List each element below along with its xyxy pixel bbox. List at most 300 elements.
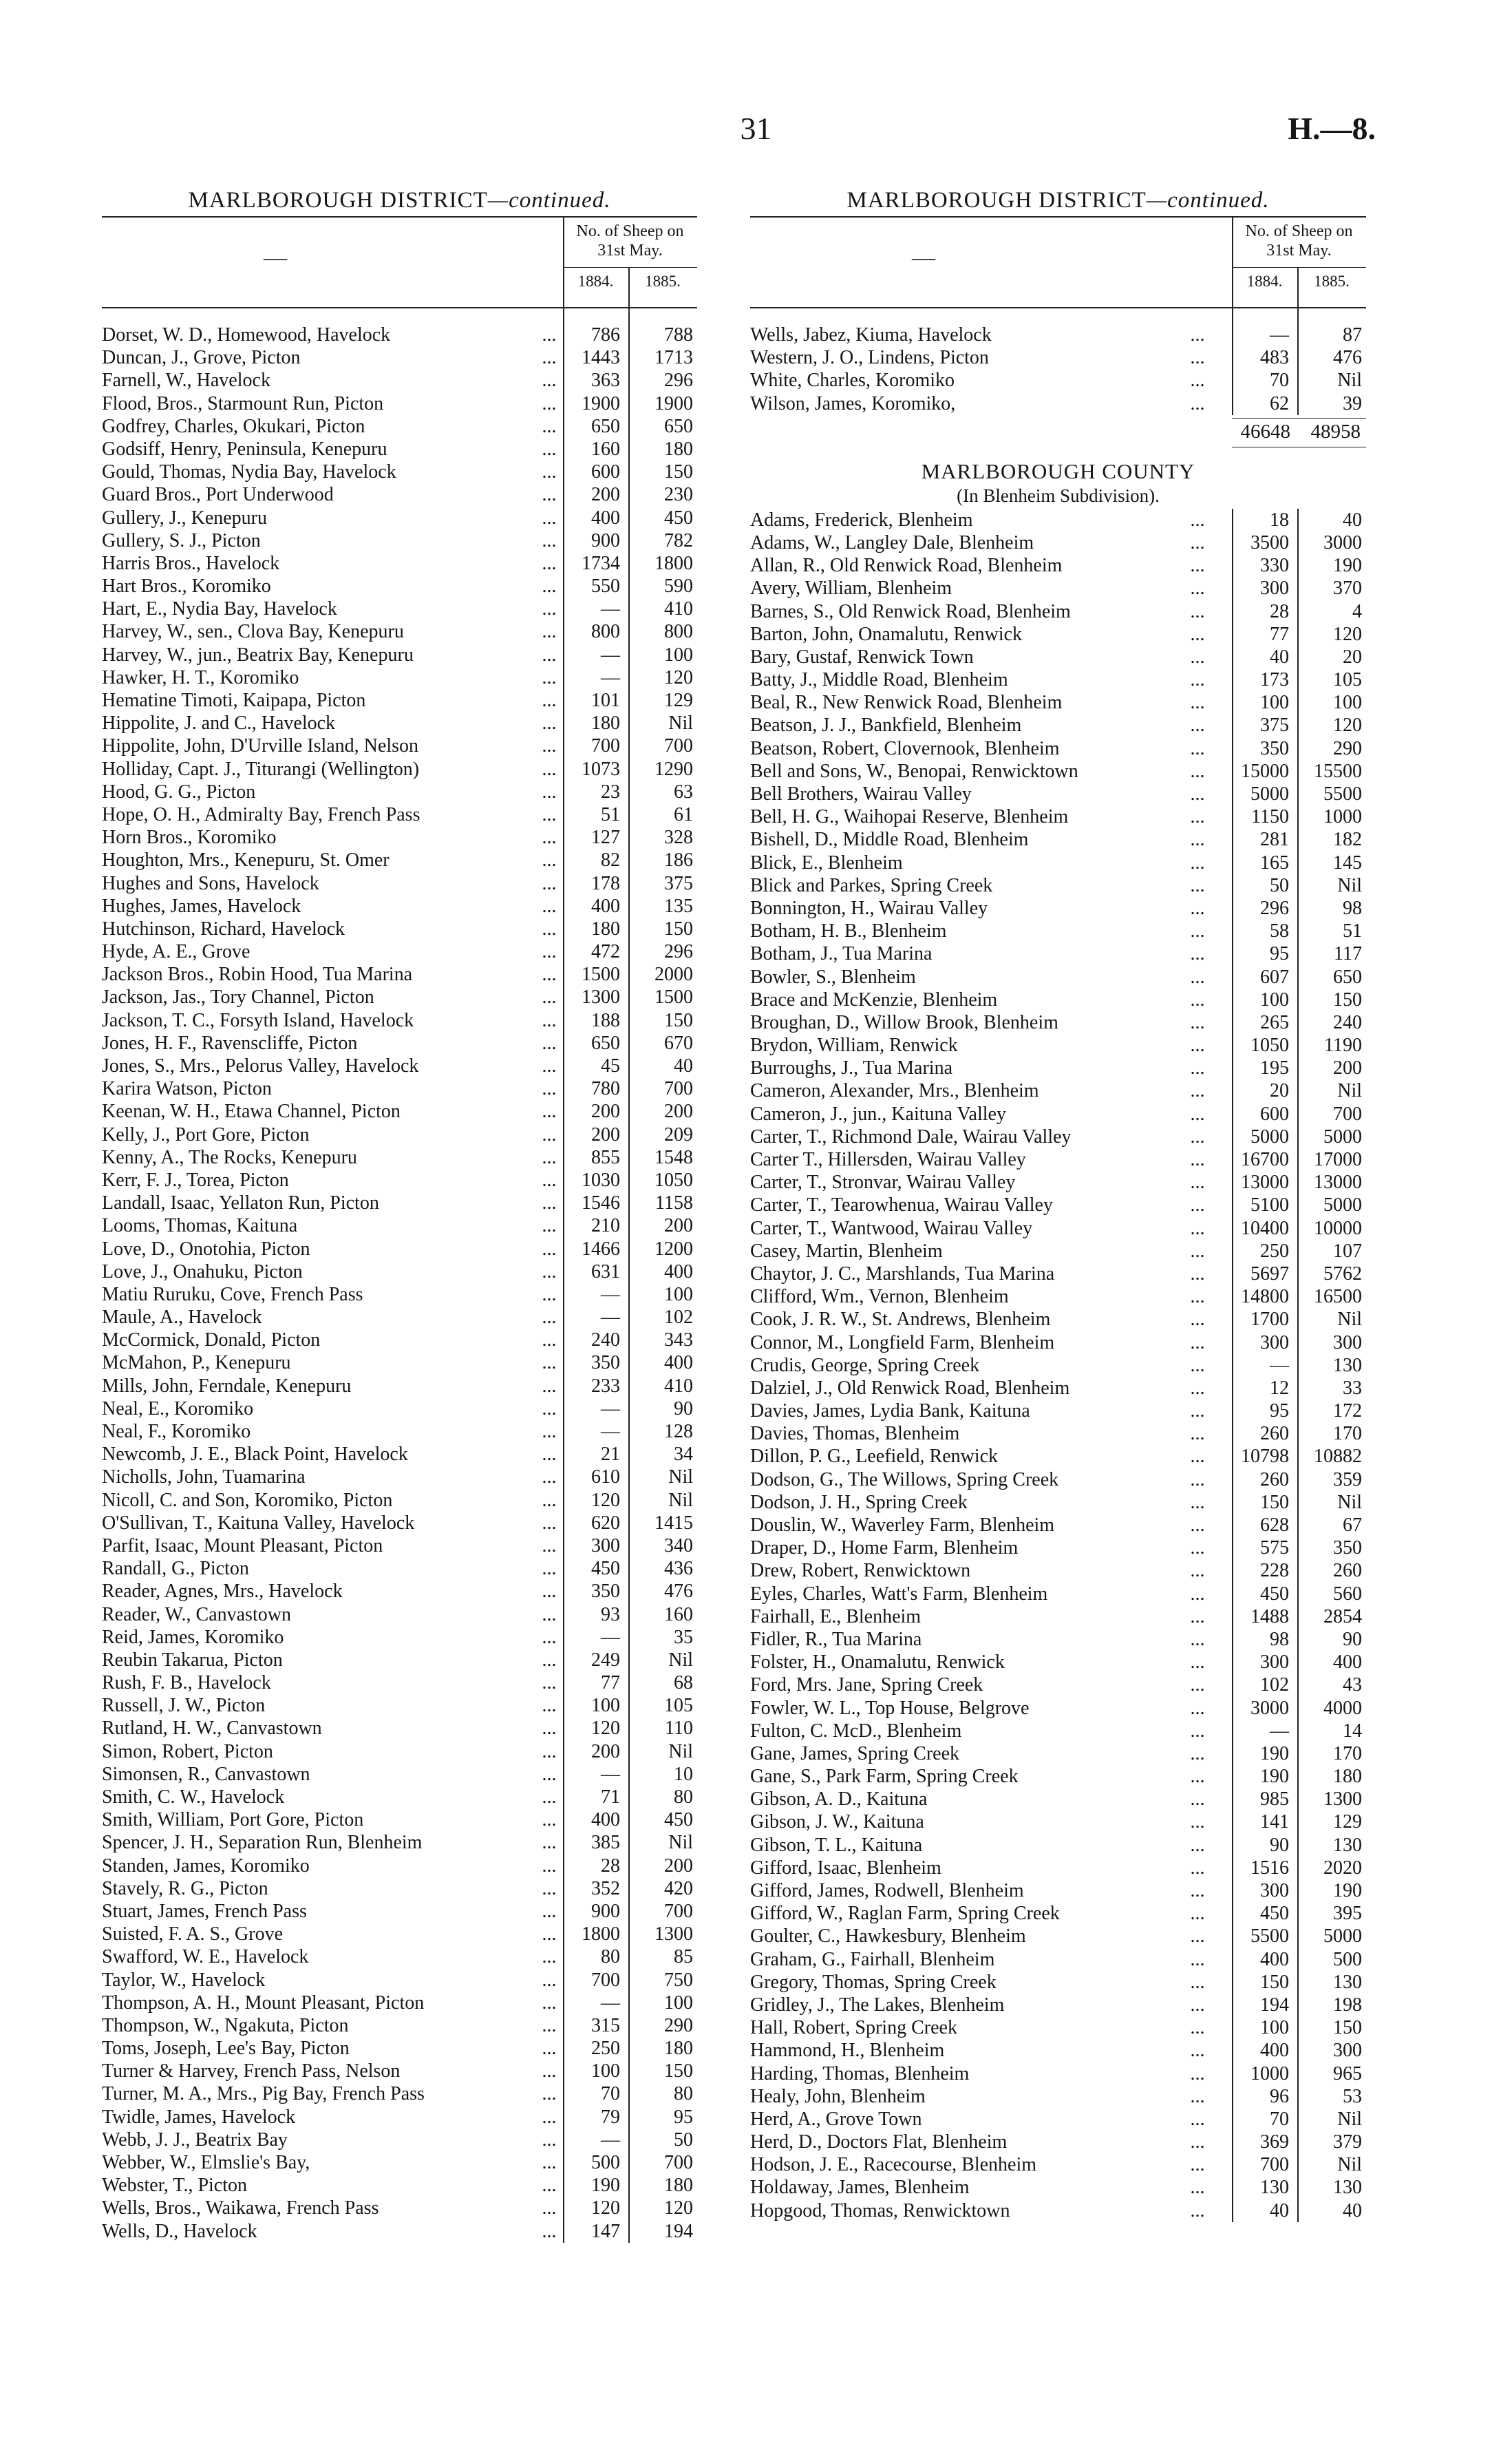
owner-name: Gifford, James, Rodwell, Blenheim bbox=[750, 1880, 1024, 1901]
leader-dots: ... bbox=[1190, 920, 1205, 942]
right-row bbox=[750, 1194, 1366, 1216]
right-row bbox=[750, 1263, 1366, 1285]
sheep-1884: 1000 bbox=[1250, 2062, 1289, 2084]
page-number: 31 bbox=[740, 111, 772, 146]
owner-name: Gullery, J., Kenepuru bbox=[102, 507, 268, 529]
leader-dots: ... bbox=[542, 576, 557, 598]
sheep-1885: 700 bbox=[664, 1078, 693, 1100]
leader-dots: ... bbox=[1190, 1925, 1205, 1947]
right-row bbox=[750, 1651, 1366, 1673]
owner-name: Blick, E., Blenheim bbox=[750, 852, 903, 874]
leader-dots: ... bbox=[1190, 943, 1205, 965]
sheep-1885: 410 bbox=[664, 1375, 693, 1397]
leader-dots: ... bbox=[1190, 347, 1205, 369]
owner-name: Mills, John, Ferndale, Kenepuru bbox=[102, 1375, 352, 1397]
sheep-1885: 186 bbox=[664, 849, 693, 872]
leader-dots: ... bbox=[1190, 578, 1205, 600]
left-row bbox=[102, 872, 697, 895]
owner-name: Beatson, Robert, Clovernook, Blenheim bbox=[750, 737, 1060, 759]
leader-dots: ... bbox=[542, 1534, 557, 1556]
right-table-header bbox=[750, 216, 1366, 308]
sheep-1885: Nil bbox=[668, 1832, 693, 1854]
left-row bbox=[102, 1649, 697, 1671]
sheep-1884: 300 bbox=[591, 1534, 620, 1556]
sheep-1885: 13000 bbox=[1314, 1172, 1362, 1194]
left-row bbox=[102, 1580, 697, 1603]
left-row bbox=[102, 1283, 697, 1306]
sheep-1885: 120 bbox=[664, 666, 693, 688]
leader-dots: ... bbox=[1190, 1331, 1205, 1353]
leader-dots: ... bbox=[1190, 1560, 1205, 1582]
sheep-1885: 420 bbox=[664, 1877, 693, 1899]
sheep-1885: 120 bbox=[664, 2197, 693, 2219]
right-row bbox=[750, 1285, 1366, 1308]
sheep-1885: 1200 bbox=[654, 1238, 693, 1260]
leader-dots: ... bbox=[1190, 669, 1205, 691]
leader-dots: ... bbox=[542, 1581, 557, 1603]
right-top-row bbox=[750, 392, 1366, 415]
sheep-1884: 900 bbox=[591, 529, 620, 551]
sheep-1885: 1800 bbox=[654, 552, 693, 574]
sheep-1885: 63 bbox=[674, 781, 693, 803]
sheep-1884: 188 bbox=[591, 1009, 620, 1031]
owner-name: Draper, D., Home Farm, Blenheim bbox=[750, 1537, 1019, 1559]
sheep-1884: 1050 bbox=[1250, 1035, 1289, 1057]
sheep-1884: — bbox=[601, 1763, 620, 1785]
sheep-1884: 240 bbox=[591, 1329, 620, 1351]
sheep-1884: 50 bbox=[1270, 874, 1289, 896]
left-row bbox=[102, 1214, 697, 1237]
sheep-1884: 1443 bbox=[582, 347, 620, 369]
owner-name: Hodson, J. E., Racecourse, Blenheim bbox=[750, 2154, 1037, 2176]
sheep-1884: 100 bbox=[591, 2060, 620, 2082]
owner-name: Holliday, Capt. J., Titurangi (Wellington) bbox=[102, 758, 420, 780]
sheep-1884: 45 bbox=[601, 1055, 620, 1077]
owner-name: Twidle, James, Havelock bbox=[102, 2106, 296, 2128]
owner-name: Swafford, W. E., Havelock bbox=[102, 1946, 309, 1968]
owner-name: Rutland, H. W., Canvastown bbox=[102, 1718, 322, 1740]
sheep-1885: 410 bbox=[664, 598, 693, 620]
sheep-1885: 80 bbox=[674, 1786, 693, 1808]
leader-dots: ... bbox=[1190, 1172, 1205, 1194]
sheep-1885: 590 bbox=[664, 576, 693, 598]
owner-name: Jones, H. F., Ravenscliffe, Picton bbox=[102, 1032, 358, 1054]
sheep-1884: 100 bbox=[1260, 692, 1289, 714]
owner-name: Webster, T., Picton bbox=[102, 2175, 247, 2197]
sheep-1885: 33 bbox=[1343, 1377, 1362, 1399]
right-row bbox=[750, 1720, 1366, 1742]
left-row bbox=[102, 2174, 697, 2197]
owner-name: Farnell, W., Havelock bbox=[102, 370, 270, 392]
leader-dots: ... bbox=[1190, 555, 1205, 577]
owner-name: Barton, John, Onamalutu, Renwick bbox=[750, 623, 1023, 645]
owner-name: Hart Bros., Koromiko bbox=[102, 576, 271, 598]
sheep-1885: 230 bbox=[664, 484, 693, 506]
leader-dots: ... bbox=[542, 781, 557, 803]
owner-name: Wells, Jabez, Kiuma, Havelock bbox=[750, 324, 992, 346]
owner-name: Jackson Bros., Robin Hood, Tua Marina bbox=[102, 964, 413, 986]
left-row bbox=[102, 2129, 697, 2151]
left-row bbox=[102, 1923, 697, 1945]
sheep-1885: 2000 bbox=[654, 964, 693, 986]
right-table-body bbox=[750, 509, 1366, 2222]
sheep-1884: 315 bbox=[591, 2014, 620, 2036]
right-row bbox=[750, 531, 1366, 554]
sheep-1885: 170 bbox=[1333, 1423, 1362, 1445]
owner-name: Horn Bros., Koromiko bbox=[102, 827, 277, 849]
leader-dots: ... bbox=[1190, 1720, 1205, 1742]
leader-dots: ... bbox=[542, 1923, 557, 1945]
leader-dots: ... bbox=[542, 1192, 557, 1214]
owner-name: Wilson, James, Koromiko, bbox=[750, 392, 956, 414]
owner-name: Maule, A., Havelock bbox=[102, 1307, 262, 1329]
sheep-1885: 150 bbox=[664, 461, 693, 483]
leader-dots: ... bbox=[1190, 1811, 1205, 1833]
sheep-1884: 550 bbox=[591, 576, 620, 598]
right-total-row bbox=[750, 415, 1366, 450]
sheep-1885: 150 bbox=[664, 2060, 693, 2082]
sheep-1884: 700 bbox=[591, 1969, 620, 1991]
leader-dots: ... bbox=[1190, 1766, 1205, 1788]
sheep-1884: 600 bbox=[1260, 1103, 1289, 1125]
left-row bbox=[102, 1100, 697, 1123]
left-row bbox=[102, 2014, 697, 2037]
left-row bbox=[102, 712, 697, 735]
sheep-1885: Nil bbox=[1337, 1491, 1362, 1513]
owner-name: Gane, James, Spring Creek bbox=[750, 1742, 960, 1764]
leader-dots: ... bbox=[542, 598, 557, 620]
owner-name: O'Sullivan, T., Kaituna Valley, Havelock bbox=[102, 1512, 415, 1534]
leader-dots: ... bbox=[542, 1946, 557, 1968]
sheep-1884: 250 bbox=[1260, 1240, 1289, 1262]
right-top-row bbox=[750, 346, 1366, 369]
right-row bbox=[750, 1377, 1366, 1400]
owner-name: Cameron, J., jun., Kaituna Valley bbox=[750, 1103, 1006, 1125]
owner-name: Hughes and Sons, Havelock bbox=[102, 872, 319, 894]
sheep-1885: 180 bbox=[664, 438, 693, 460]
sheep-1884: 400 bbox=[1260, 2040, 1289, 2062]
right-row bbox=[750, 1445, 1366, 1468]
leader-dots: ... bbox=[1190, 1240, 1205, 1262]
left-header-1884: 1884. bbox=[577, 273, 614, 290]
owner-name: Reubin Takarua, Picton bbox=[102, 1649, 283, 1671]
left-row bbox=[102, 1969, 697, 1992]
sheep-1884: 233 bbox=[591, 1375, 620, 1397]
owner-name: Hall, Robert, Spring Creek bbox=[750, 2017, 957, 2039]
left-row bbox=[102, 735, 697, 757]
sheep-1885: 150 bbox=[1333, 2017, 1362, 2039]
sheep-1885: 198 bbox=[1333, 1994, 1362, 2016]
left-row bbox=[102, 1534, 697, 1557]
sheep-1884: 95 bbox=[1270, 943, 1289, 965]
sheep-1885: 194 bbox=[664, 2220, 693, 2242]
right-header-blank: — bbox=[912, 245, 935, 271]
right-row bbox=[750, 1126, 1366, 1148]
leader-dots: ... bbox=[1190, 1903, 1205, 1925]
sheep-1885: 51 bbox=[1343, 920, 1362, 942]
owner-name: Neal, F., Koromiko bbox=[102, 1421, 251, 1442]
sheep-1884: 173 bbox=[1260, 669, 1289, 691]
sheep-1884: 3500 bbox=[1250, 531, 1289, 553]
owner-name: Looms, Thomas, Kaituna bbox=[102, 1215, 298, 1237]
sheep-1885: 85 bbox=[674, 1946, 693, 1968]
owner-name: Bell Brothers, Wairau Valley bbox=[750, 783, 972, 805]
leader-dots: ... bbox=[1190, 1217, 1205, 1239]
sheep-1884: 165 bbox=[1260, 852, 1289, 874]
sheep-1884: 70 bbox=[1270, 370, 1289, 392]
left-row bbox=[102, 1009, 697, 1032]
sheep-1885: 300 bbox=[1333, 1331, 1362, 1353]
right-row bbox=[750, 783, 1366, 805]
right-row bbox=[750, 2108, 1366, 2131]
owner-name: Eyles, Charles, Watt's Farm, Blenheim bbox=[750, 1583, 1048, 1605]
leader-dots: ... bbox=[542, 324, 557, 346]
owner-name: Newcomb, J. E., Black Point, Havelock bbox=[102, 1444, 408, 1466]
sheep-1885: Nil bbox=[1337, 370, 1362, 392]
left-row bbox=[102, 1420, 697, 1443]
leader-dots: ... bbox=[1190, 1994, 1205, 2016]
owner-name: Dodson, G., The Willows, Spring Creek bbox=[750, 1468, 1059, 1490]
owner-name: Gane, S., Park Farm, Spring Creek bbox=[750, 1766, 1019, 1788]
sheep-1885: 700 bbox=[664, 735, 693, 757]
sheep-1884: 210 bbox=[591, 1215, 620, 1237]
sheep-1884: 28 bbox=[1270, 600, 1289, 622]
sheep-1885: 700 bbox=[664, 2152, 693, 2173]
sheep-1884: 228 bbox=[1260, 1560, 1289, 1582]
owner-name: Beal, R., New Renwick Road, Blenheim bbox=[750, 692, 1063, 714]
leader-dots: ... bbox=[542, 1718, 557, 1740]
leader-dots: ... bbox=[542, 461, 557, 483]
leader-dots: ... bbox=[1190, 2062, 1205, 2084]
leader-dots: ... bbox=[542, 941, 557, 963]
sheep-1884: 296 bbox=[1260, 897, 1289, 919]
right-row bbox=[750, 1902, 1366, 1925]
leader-dots: ... bbox=[1190, 1880, 1205, 1901]
sheep-1885: Nil bbox=[668, 1740, 693, 1762]
owner-name: Western, J. O., Lindens, Picton bbox=[750, 347, 989, 369]
leader-dots: ... bbox=[1190, 2131, 1205, 2153]
leader-dots: ... bbox=[542, 1512, 557, 1534]
right-row bbox=[750, 646, 1366, 668]
sheep-1884: 350 bbox=[591, 1581, 620, 1603]
sheep-1884: 190 bbox=[591, 2175, 620, 2197]
leader-dots: ... bbox=[542, 1032, 557, 1054]
leader-dots: ... bbox=[542, 1283, 557, 1305]
left-row bbox=[102, 529, 697, 552]
owner-name: Hart, E., Nydia Bay, Havelock bbox=[102, 598, 337, 620]
leader-dots: ... bbox=[542, 758, 557, 780]
right-table-top-body bbox=[750, 308, 1366, 415]
leader-dots: ... bbox=[1190, 1605, 1205, 1627]
leader-dots: ... bbox=[542, 1329, 557, 1351]
sheep-1884: 575 bbox=[1260, 1537, 1289, 1559]
sheep-1885: 170 bbox=[1333, 1742, 1362, 1764]
sheep-1884: 180 bbox=[591, 712, 620, 735]
left-row bbox=[102, 644, 697, 666]
left-title-continued: —continued. bbox=[487, 188, 611, 213]
owner-name: Nicoll, C. and Son, Koromiko, Picton bbox=[102, 1489, 393, 1511]
owner-name: Herd, D., Doctors Flat, Blenheim bbox=[750, 2131, 1008, 2153]
sheep-1885: 650 bbox=[664, 415, 693, 437]
sheep-1884: 194 bbox=[1260, 1994, 1289, 2016]
sheep-1884: 300 bbox=[1260, 1331, 1289, 1353]
sheep-1884: 150 bbox=[1260, 1971, 1289, 1993]
leader-dots: ... bbox=[542, 895, 557, 917]
right-row bbox=[750, 1514, 1366, 1537]
sheep-1884: — bbox=[601, 644, 620, 666]
sheep-1885: 1300 bbox=[1323, 1788, 1362, 1810]
owner-name: Nicholls, John, Tuamarina bbox=[102, 1466, 306, 1488]
sheep-1885: Nil bbox=[1337, 1309, 1362, 1331]
sheep-1885: 560 bbox=[1333, 1583, 1362, 1605]
sheep-1884: 71 bbox=[601, 1786, 620, 1808]
leader-dots: ... bbox=[1190, 1491, 1205, 1513]
right-row bbox=[750, 1788, 1366, 1810]
owner-name: Jackson, T. C., Forsyth Island, Havelock bbox=[102, 1009, 414, 1031]
owner-name: Graham, G., Fairhall, Blenheim bbox=[750, 1948, 995, 1970]
sheep-1884: 300 bbox=[1260, 1880, 1289, 1901]
leader-dots: ... bbox=[1190, 1514, 1205, 1536]
sheep-1885: 450 bbox=[664, 1809, 693, 1831]
sheep-1885: 100 bbox=[664, 644, 693, 666]
owner-name: Healy, John, Blenheim bbox=[750, 2085, 926, 2107]
left-row bbox=[102, 324, 697, 346]
sheep-1884: 141 bbox=[1260, 1811, 1289, 1833]
sheep-1885: 296 bbox=[664, 941, 693, 963]
owner-name: Chaytor, J. C., Marshlands, Tua Marina bbox=[750, 1263, 1055, 1285]
sheep-1884: 100 bbox=[1260, 2017, 1289, 2039]
sheep-1884: 51 bbox=[601, 803, 620, 825]
owner-name: Kenny, A., The Rocks, Kenepuru bbox=[102, 1146, 357, 1168]
left-row bbox=[102, 940, 697, 963]
leader-dots: ... bbox=[1190, 1583, 1205, 1605]
owner-name: Matiu Ruruku, Cove, French Pass bbox=[102, 1283, 363, 1305]
sheep-1884: — bbox=[1270, 1354, 1289, 1376]
sheep-1884: 200 bbox=[591, 1123, 620, 1145]
owner-name: Spencer, J. H., Separation Run, Blenheim bbox=[102, 1832, 423, 1854]
owner-name: Love, J., Onahuku, Picton bbox=[102, 1260, 303, 1282]
leader-dots: ... bbox=[1190, 783, 1205, 805]
owner-name: Carter, T., Stronvar, Wairau Valley bbox=[750, 1172, 1016, 1194]
owner-name: Fulton, C. McD., Blenheim bbox=[750, 1720, 962, 1742]
sheep-1884: 855 bbox=[591, 1146, 620, 1168]
sheep-1884: 1030 bbox=[582, 1169, 620, 1191]
owner-name: Harris Bros., Havelock bbox=[102, 552, 280, 574]
leader-dots: ... bbox=[542, 1307, 557, 1329]
right-row bbox=[750, 989, 1366, 1011]
sheep-1885: 476 bbox=[1333, 347, 1362, 369]
sheep-1884: 369 bbox=[1260, 2131, 1289, 2153]
right-row bbox=[750, 1925, 1366, 1947]
leader-dots: ... bbox=[542, 1740, 557, 1762]
leader-dots: ... bbox=[1190, 737, 1205, 759]
owner-name: Simon, Robert, Picton bbox=[102, 1740, 273, 1762]
owner-name: Suisted, F. A. S., Grove bbox=[102, 1923, 284, 1945]
right-row bbox=[750, 2016, 1366, 2039]
sheep-1885: 105 bbox=[1333, 669, 1362, 691]
owner-name: Flood, Bros., Starmount Run, Picton bbox=[102, 392, 384, 414]
owner-name: Dalziel, J., Old Renwick Road, Blenheim bbox=[750, 1377, 1070, 1399]
right-row bbox=[750, 1994, 1366, 2016]
sheep-1884: 79 bbox=[601, 2106, 620, 2128]
left-row bbox=[102, 1238, 697, 1260]
leader-dots: ... bbox=[1190, 1948, 1205, 1970]
leader-dots: ... bbox=[1190, 324, 1205, 346]
sheep-1884: 20 bbox=[1270, 1080, 1289, 1102]
sheep-1884: 1500 bbox=[582, 964, 620, 986]
owner-name: Rush, F. B., Havelock bbox=[102, 1672, 271, 1694]
sheep-1884: 13000 bbox=[1241, 1172, 1289, 1194]
leader-dots: ... bbox=[1190, 1103, 1205, 1125]
right-row bbox=[750, 2131, 1366, 2153]
sheep-1885: 145 bbox=[1333, 852, 1362, 874]
leader-dots: ... bbox=[542, 712, 557, 735]
right-row bbox=[750, 1057, 1366, 1079]
leader-dots: ... bbox=[1190, 692, 1205, 714]
leader-dots: ... bbox=[1190, 1149, 1205, 1170]
leader-dots: ... bbox=[1190, 2199, 1205, 2221]
left-row bbox=[102, 346, 697, 369]
leader-dots: ... bbox=[1190, 1126, 1205, 1148]
right-row bbox=[750, 2176, 1366, 2199]
sheep-1884: 200 bbox=[591, 1101, 620, 1123]
sheep-1885: 67 bbox=[1343, 1514, 1362, 1536]
sheep-1885: 3000 bbox=[1323, 531, 1362, 553]
sheep-1885: 1500 bbox=[654, 986, 693, 1009]
sheep-1885: 34 bbox=[674, 1444, 693, 1466]
left-row bbox=[102, 1192, 697, 1214]
sheep-1885: 100 bbox=[664, 1283, 693, 1305]
left-row bbox=[102, 1397, 697, 1420]
sheep-1885: 4 bbox=[1352, 600, 1362, 622]
sheep-1884: 102 bbox=[1260, 1674, 1289, 1696]
sheep-1884: 300 bbox=[1260, 578, 1289, 600]
owner-name: Karira Watson, Picton bbox=[102, 1078, 272, 1100]
sheep-1885: 200 bbox=[1333, 1057, 1362, 1079]
sheep-1885: 35 bbox=[674, 1626, 693, 1648]
owner-name: Bell and Sons, W., Benopai, Renwicktown bbox=[750, 760, 1078, 782]
sheep-1884: 10798 bbox=[1241, 1446, 1289, 1468]
owner-name: Carter, T., Wantwood, Wairau Valley bbox=[750, 1217, 1033, 1239]
sheep-1885: 450 bbox=[664, 507, 693, 529]
right-row bbox=[750, 714, 1366, 737]
sheep-1884: 363 bbox=[591, 370, 620, 392]
sheep-1884: — bbox=[601, 1626, 620, 1648]
sheep-1885: 359 bbox=[1333, 1468, 1362, 1490]
owner-name: Landall, Isaac, Yellaton Run, Picton bbox=[102, 1192, 379, 1214]
right-row bbox=[750, 1834, 1366, 1857]
sheep-1884: 100 bbox=[591, 1695, 620, 1717]
leader-dots: ... bbox=[542, 1146, 557, 1168]
owner-name: White, Charles, Koromiko bbox=[750, 370, 955, 392]
left-row bbox=[102, 758, 697, 781]
owner-name: Blick and Parkes, Spring Creek bbox=[750, 874, 993, 896]
sheep-1885: 350 bbox=[1333, 1537, 1362, 1559]
leader-dots: ... bbox=[542, 1375, 557, 1397]
sheep-1885: 160 bbox=[664, 1603, 693, 1625]
owner-name: Fidler, R., Tua Marina bbox=[750, 1628, 922, 1650]
sheep-1884: 15000 bbox=[1241, 760, 1289, 782]
owner-name: Bowler, S., Blenheim bbox=[750, 966, 916, 988]
sheep-1885: 190 bbox=[1333, 1880, 1362, 1901]
sheep-1884: 82 bbox=[601, 849, 620, 872]
left-row bbox=[102, 689, 697, 712]
owner-name: Toms, Joseph, Lee's Bay, Picton bbox=[102, 2038, 350, 2060]
left-row bbox=[102, 1763, 697, 1786]
sheep-1885: 436 bbox=[664, 1558, 693, 1580]
leader-dots: ... bbox=[1190, 966, 1205, 988]
left-row bbox=[102, 507, 697, 529]
